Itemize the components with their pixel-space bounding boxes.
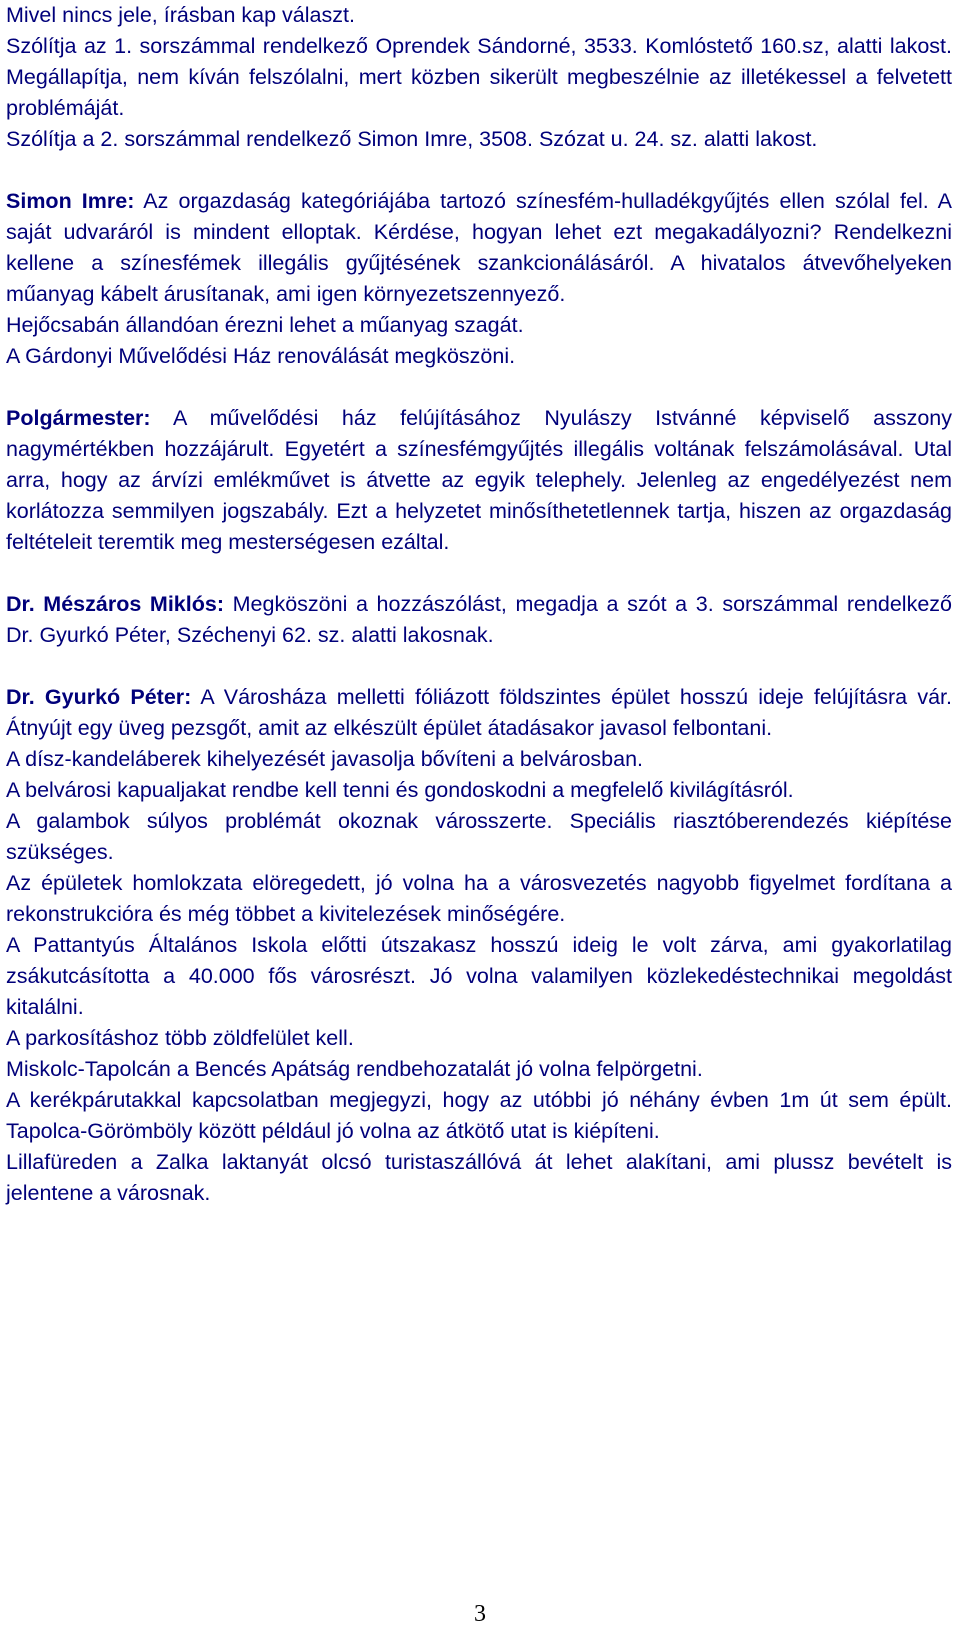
document-body [6, 0, 952, 1209]
paragraph-text: Hejőcsabán állandóan érezni lehet a műanyag szagát. [6, 313, 524, 337]
paragraph-text: Megköszöni a hozzászólást, megadja a szót a 3. sorszámmal rendelkező Dr. Gyurkó Péter, Széchenyi 62. sz. alatti lakosnak. [6, 592, 953, 647]
paragraph [6, 806, 952, 868]
paragraph-text: A belvárosi kapualjakat rendbe kell tenni és gondoskodni a megfelelő kivilágításról. [6, 778, 794, 802]
paragraph [6, 124, 952, 155]
paragraph-text: Miskolc-Tapolcán a Bencés Apátság rendbehozatalát jó volna felpörgetni. [6, 1057, 703, 1081]
paragraph-text: Az orgazdaság kategóriájába tartozó színesfém-hulladékgyűjtés ellen szólal fel. A saját udvaráról is mindent elloptak. Kérdése, hogyan lehet ezt megakadályozni? Rendelkezni kellene a színesfémek illegális gyűjtésének szankcionálásáról. A hivatalos átvevőhelyeken műanyag kábelt árusítanak, ami igen környezetszennyező. [6, 189, 952, 306]
paragraph [6, 868, 952, 930]
paragraph-text: Szólítja az 1. sorszámmal rendelkező Oprendek Sándorné, 3533. Komlóstető 160.sz, alatti lakost. Megállapítja, nem kíván felszólalni, mert közben sikerült megbeszélnie az illetékessel a felvetett problémáját. [6, 34, 952, 120]
speaker-name: Simon Imre: [6, 189, 135, 213]
paragraph-text: A parkosításhoz több zöldfelület kell. [6, 1026, 354, 1050]
paragraph [6, 744, 952, 775]
paragraph [6, 930, 952, 1023]
paragraph-gap [6, 558, 952, 589]
paragraph-text: Mivel nincs jele, írásban kap választ. [6, 3, 355, 27]
paragraph [6, 1054, 952, 1085]
paragraph-gap [6, 155, 952, 186]
paragraph [6, 186, 952, 310]
paragraph-text: A galambok súlyos problémát okoznak városszerte. Speciális riasztóberendezés kiépítése szükséges. [6, 809, 952, 864]
paragraph [6, 589, 952, 651]
paragraph [6, 1147, 952, 1209]
page-number: 3 [474, 1601, 486, 1627]
paragraph [6, 0, 952, 31]
paragraph [6, 31, 952, 124]
paragraph-text: A dísz-kandeláberek kihelyezését javasolja bővíteni a belvárosban. [6, 747, 644, 771]
paragraph [6, 682, 952, 744]
paragraph-text: A kerékpárutakkal kapcsolatban megjegyzi, hogy az utóbbi jó néhány évben 1m út sem épült. Tapolca-Görömböly között például jó volna az átkötő utat is kiépíteni. [6, 1088, 952, 1143]
paragraph-text: A Pattantyús Általános Iskola előtti útszakasz hosszú ideig le volt zárva, ami gyakorlatilag zsákutcásította a 40.000 fős városrészt. Jó volna valamilyen közlekedéstechnikai megoldást kitalálni. [6, 933, 952, 1019]
paragraph-gap [6, 651, 952, 682]
paragraph [6, 310, 952, 341]
paragraph-text: Az épületek homlokzata elöregedett, jó volna ha a városvezetés nagyobb figyelmet fordítana a rekonstrukcióra és még többet a kivitelezések minőségére. [6, 871, 952, 926]
speaker-name: Dr. Mészáros Miklós: [6, 592, 224, 616]
paragraph-text: Szólítja a 2. sorszámmal rendelkező Simon Imre, 3508. Szózat u. 24. sz. alatti lakost. [6, 127, 818, 151]
paragraph-text: A művelődési ház felújításához Nyulászy Istvánné képviselő asszony nagymértékben hozzájárult. Egyetért a színesfémgyűjtés illegális voltának felszámolásával. Utal arra, hogy az árvízi emlékművet is átvette az egyik telephely. Jelenleg az engedélyezést nem korlátozza semmilyen jogszabály. Ezt a helyzetet minősíthetetlennek tartja, hiszen az orgazdaság feltételeit teremtik meg mesterségesen ezáltal. [6, 406, 952, 554]
paragraph [6, 341, 952, 372]
paragraph [6, 1023, 952, 1054]
paragraph-gap [6, 372, 952, 403]
paragraph [6, 403, 952, 558]
paragraph [6, 1085, 952, 1147]
speaker-name: Polgármester: [6, 406, 151, 430]
paragraph-text: A Gárdonyi Művelődési Ház renoválását megköszöni. [6, 344, 516, 368]
paragraph [6, 775, 952, 806]
paragraph-text: Lillafüreden a Zalka laktanyát olcsó turistaszállóvá át lehet alakítani, ami plussz bevételt is jelentene a városnak. [6, 1150, 952, 1205]
speaker-name: Dr. Gyurkó Péter: [6, 685, 192, 709]
paragraph-text: A Városháza melletti fóliázott földszintes épület hosszú ideje felújításra vár. Átnyújt egy üveg pezsgőt, amit az elkészült épület átadásakor javasol felbontani. [6, 685, 952, 740]
